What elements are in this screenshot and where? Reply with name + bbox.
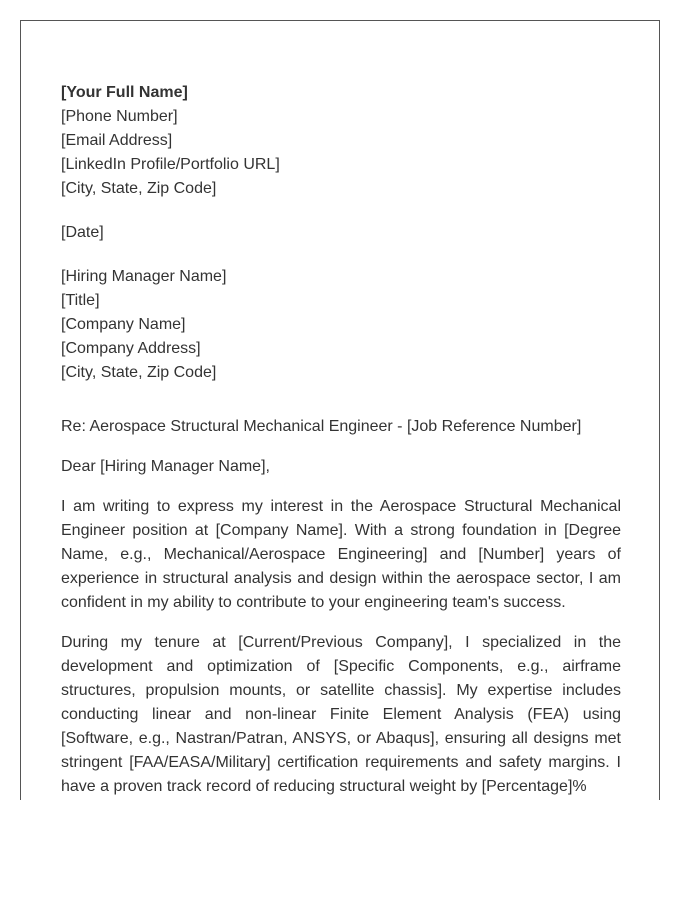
sender-block xyxy=(61,81,621,201)
sender-linkedin: [LinkedIn Profile/Portfolio URL] xyxy=(61,156,280,173)
recipient-block xyxy=(61,265,621,385)
recipient-city: [City, State, Zip Code] xyxy=(61,364,217,381)
letter-page xyxy=(20,20,660,800)
recipient-title: [Title] xyxy=(61,292,100,309)
letter-date: [Date] xyxy=(61,224,104,241)
body-paragraph-2: During my tenure at [Current/Previous Company], I specialized in the development and optimization of [Specific Components, e.g., airframe structures, propulsion mounts, or satellite chassis]. My expertise includes conducting linear and non-linear Finite Element Analysis (FEA) using [Software, e.g., Nastran/Patran, ANSYS, or Abaqus], ensuring all designs met stringent [FAA/EASA/Military] certification requirements and safety margins. I have a proven track record of reducing structural weight by [Percentage]% xyxy=(61,634,621,795)
subject-line xyxy=(61,415,621,439)
sender-name: [Your Full Name] xyxy=(61,84,188,101)
date-block xyxy=(61,221,621,245)
sender-phone: [Phone Number] xyxy=(61,108,178,125)
salutation-text: Dear [Hiring Manager Name], xyxy=(61,458,270,475)
recipient-name: [Hiring Manager Name] xyxy=(61,268,227,285)
salutation-block xyxy=(61,455,621,479)
subject-text: Re: Aerospace Structural Mechanical Engineer - [Job Reference Number] xyxy=(61,418,582,435)
letter-content xyxy=(61,81,621,799)
recipient-address: [Company Address] xyxy=(61,340,201,357)
recipient-company: [Company Name] xyxy=(61,316,186,333)
sender-email: [Email Address] xyxy=(61,132,173,149)
sender-city: [City, State, Zip Code] xyxy=(61,180,217,197)
body-paragraph-1: I am writing to express my interest in the Aerospace Structural Mechanical Engineer position at [Company Name]. With a strong foundation in [Degree Name, e.g., Mechanical/Aerospace Engineering] and [Number] years of experience in structural analysis and design within the aerospace sector, I am confident in my ability to contribute to your engineering team's success. xyxy=(61,498,621,611)
